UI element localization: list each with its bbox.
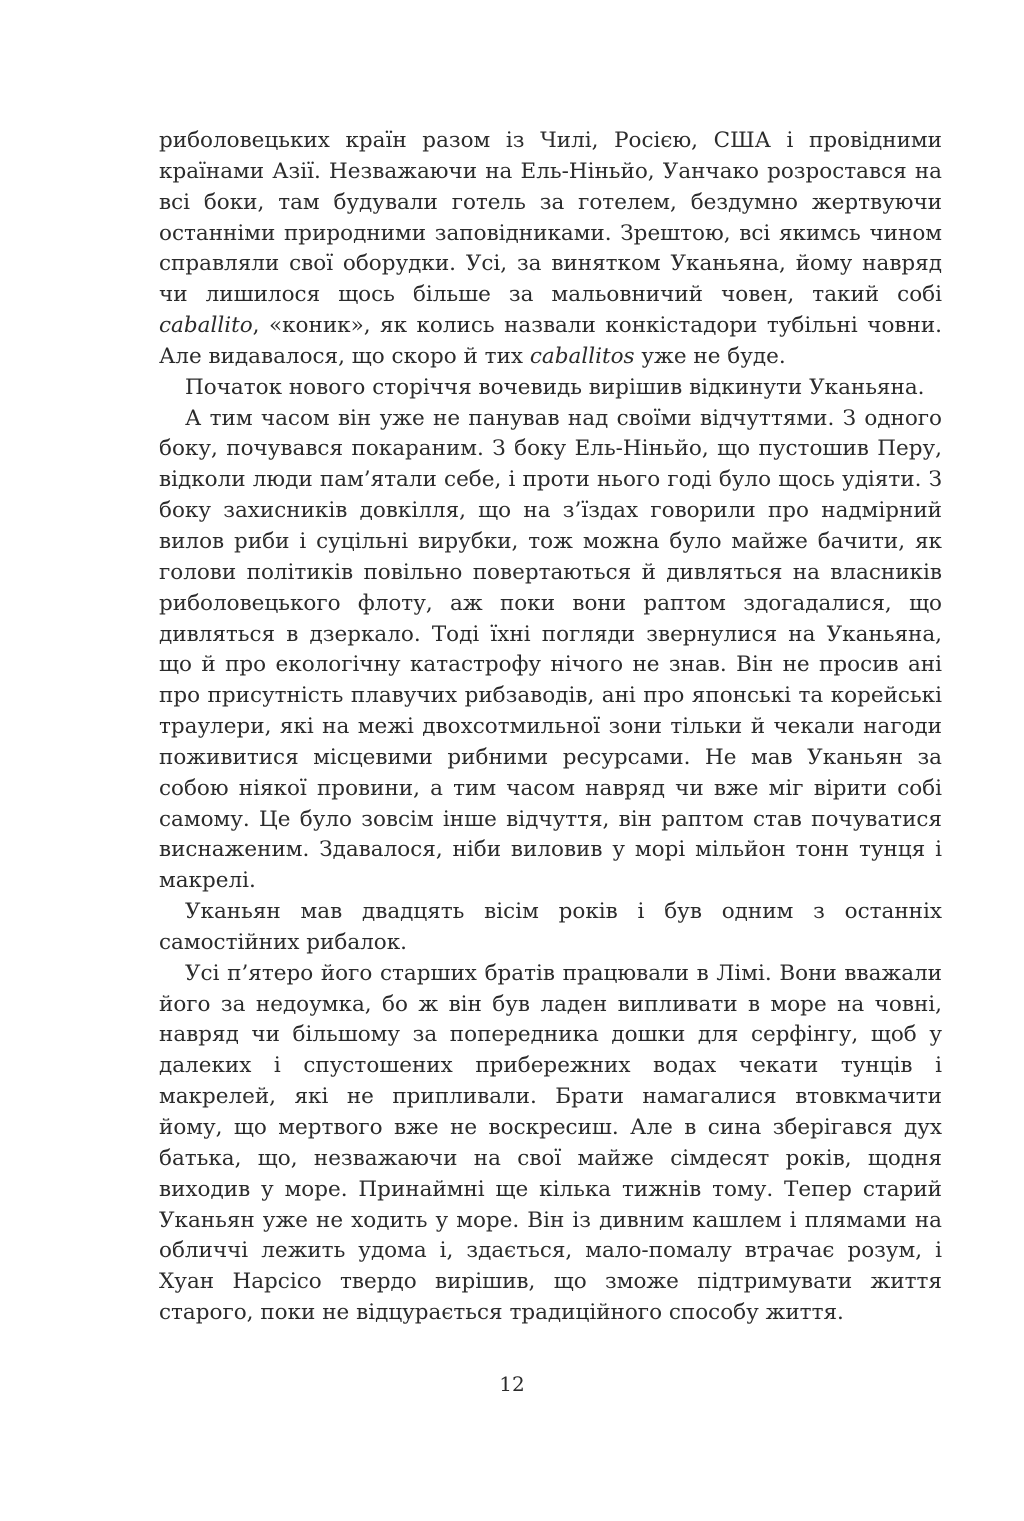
paragraph-3 [159, 404, 942, 898]
paragraph-1-part-3: уже не буде. [634, 343, 786, 369]
paragraph-5 [159, 959, 942, 1329]
paragraph-1-part-1: риболовецьких країн разом із Чилі, Росією, США і провідними країнами Азії. Незважаючи на Ель-Ніньйо, Уанчако розростався на всі боки, там будували готель за готелем, бездумно жертвуючи останніми природними заповідниками. Зрештою, всі якимсь чином справляли свої оборудки. Усі, за винятком Уканьяна, йому навряд чи лишилося щось більше за мальовничий човен, такий собі [159, 128, 942, 308]
paragraph-4-text: Уканьян мав двадцять вісім років і був одним з останніх самостійних рибалок. [159, 899, 942, 955]
page-number: 12 [499, 1372, 525, 1396]
paragraph-2 [159, 373, 942, 404]
paragraph-1-italic-caballitos: caballitos [529, 343, 635, 369]
body-text [159, 126, 942, 1329]
paragraph-3-text: А тим часом він уже не панував над своїми відчуттями. З одного боку, почувався покараним. З боку Ель-Ніньйо, що пустошив Перу, відколи люди пам’ятали себе, і проти нього годі було щось удіяти. З боку захисників довкілля, що на з’їздах говорили про надмірний вилов риби і суцільні вирубки, тож можна було майже бачити, як голови політиків повільно повертаються й дивляться на власників риболовецького флоту, аж поки вони раптом здогадалися, що дивляться в дзеркало. Тоді їхні погляди звернулися на Уканьяна, що й про екологічну катастрофу нічого не знав. Він не просив ані про присутність плавучих рибзаводів, ані про японські та корейські траулери, які на межі двохсотмильної зони тільки й чекали нагоди поживитися місцевими рибними ресурсами. Не мав Уканьян за собою ніякої провини, а тим часом навряд чи вже міг вірити собі самому. Це було зовсім інше відчуття, він раптом став почуватися виснаженим. Здавалося, ніби виловив у морі мільйон тонн тунця і макрелі. [159, 405, 942, 894]
paragraph-5-text: Усі п’ятеро його старших братів працювали в Лімі. Вони вважали його за недоумка, бо ж він був ладен випливати в море на човні, навряд чи більшому за попередника дошки для серфінгу, щоб у далеких і спустошених прибережних водах чекати тунців і макрелей, які не припливали. Брати намагалися втовкмачити йому, що мертвого вже не воскресиш. Але в сина зберігався дух батька, що, незважаючи на свої майже сімдесят років, щодня виходив у море. Принаймні ще кілька тижнів тому. Тепер старий Уканьян уже не ходить у море. Він із дивним кашлем і плямами на обличчі лежить удома і, здається, мало-помалу втрачає розум, і Хуан Нарсісо твердо вирішив, що зможе підтримувати життя старого, поки не відцурається традиційного способу життя. [159, 960, 942, 1326]
paragraph-1-italic-caballito: caballito [159, 313, 253, 339]
paragraph-2-text: Початок нового сторіччя вочевидь вирішив відкинути Уканьяна. [185, 374, 925, 400]
paragraph-1-part-2: , «коник», як колись назвали конкістадори тубільні човни. Але видавалося, що скоро й тих [159, 313, 942, 369]
paragraph-4 [159, 897, 942, 959]
paragraph-1 [159, 126, 942, 373]
